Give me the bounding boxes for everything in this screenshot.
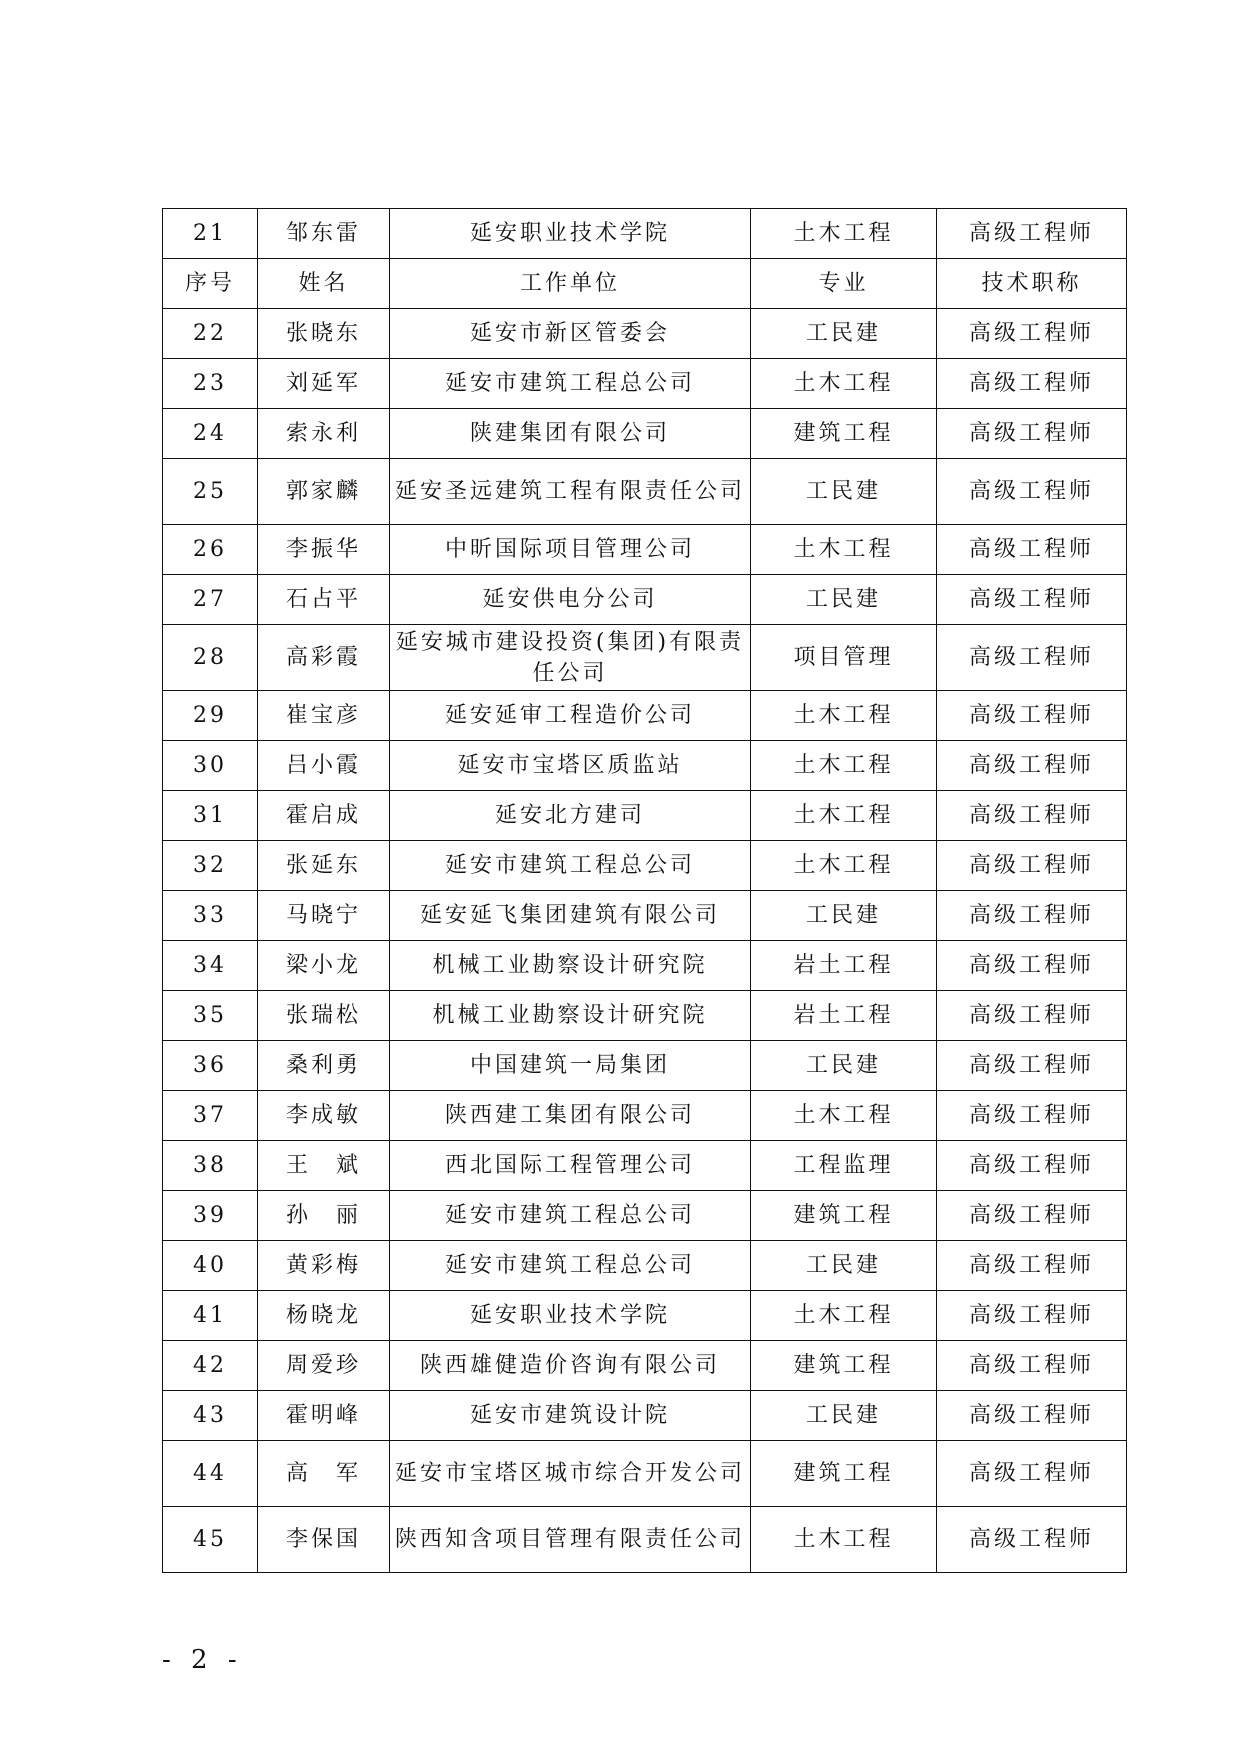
cell-no: 45	[163, 1507, 258, 1573]
cell-unit: 西北国际工程管理公司	[390, 1141, 751, 1191]
cell-name: 高 军	[258, 1441, 390, 1507]
cell-title: 高级工程师	[937, 1141, 1127, 1191]
page-number: - 2 -	[162, 1645, 243, 1675]
cell-name: 孙 丽	[258, 1191, 390, 1241]
cell-major: 工民建	[751, 1041, 937, 1091]
cell-no: 42	[163, 1341, 258, 1391]
cell-major: 土木工程	[751, 1291, 937, 1341]
engineer-roster-table	[162, 208, 1127, 1573]
cell-unit: 延安供电分公司	[390, 575, 751, 625]
cell-no: 30	[163, 741, 258, 791]
cell-unit: 陕西知含项目管理有限责任公司	[390, 1507, 751, 1573]
cell-title: 高级工程师	[937, 409, 1127, 459]
cell-name: 崔宝彦	[258, 691, 390, 741]
table-row	[163, 691, 1127, 741]
cell-no: 24	[163, 409, 258, 459]
table-row	[163, 359, 1127, 409]
cell-major: 建筑工程	[751, 1341, 937, 1391]
cell-major: 建筑工程	[751, 1191, 937, 1241]
cell-unit: 延安市宝塔区质监站	[390, 741, 751, 791]
cell-title: 高级工程师	[937, 691, 1127, 741]
cell-unit: 中昕国际项目管理公司	[390, 525, 751, 575]
table-row	[163, 1141, 1127, 1191]
cell-major: 建筑工程	[751, 1441, 937, 1507]
cell-name: 邹东雷	[258, 209, 390, 259]
cell-title: 高级工程师	[937, 359, 1127, 409]
cell-name: 石占平	[258, 575, 390, 625]
cell-title: 高级工程师	[937, 1441, 1127, 1507]
cell-title: 高级工程师	[937, 575, 1127, 625]
cell-name: 桑利勇	[258, 1041, 390, 1091]
cell-no: 38	[163, 1141, 258, 1191]
cell-name: 李保国	[258, 1507, 390, 1573]
cell-no: 33	[163, 891, 258, 941]
cell-no: 27	[163, 575, 258, 625]
header-row	[163, 259, 1127, 309]
cell-unit: 延安圣远建筑工程有限责任公司	[390, 459, 751, 525]
cell-no: 23	[163, 359, 258, 409]
cell-title: 高级工程师	[937, 1191, 1127, 1241]
cell-title: 高级工程师	[937, 891, 1127, 941]
cell-major: 工民建	[751, 309, 937, 359]
cell-title: 高级工程师	[937, 1091, 1127, 1141]
cell-name: 王 斌	[258, 1141, 390, 1191]
cell-title: 高级工程师	[937, 841, 1127, 891]
cell-name: 张瑞松	[258, 991, 390, 1041]
cell-unit: 延安市宝塔区城市综合开发公司	[390, 1441, 751, 1507]
header-unit: 工作单位	[390, 259, 751, 309]
table-row	[163, 459, 1127, 525]
cell-unit: 机械工业勘察设计研究院	[390, 991, 751, 1041]
cell-no: 26	[163, 525, 258, 575]
cell-name: 梁小龙	[258, 941, 390, 991]
roster-body	[163, 209, 1127, 1573]
cell-major: 土木工程	[751, 741, 937, 791]
cell-major: 工民建	[751, 1241, 937, 1291]
cell-major: 工民建	[751, 891, 937, 941]
cell-major: 工民建	[751, 575, 937, 625]
table-row	[163, 1041, 1127, 1091]
cell-major: 工民建	[751, 1391, 937, 1441]
cell-name: 黄彩梅	[258, 1241, 390, 1291]
table-row	[163, 209, 1127, 259]
cell-major: 土木工程	[751, 1091, 937, 1141]
cell-major: 土木工程	[751, 791, 937, 841]
table-row	[163, 1241, 1127, 1291]
cell-name: 郭家麟	[258, 459, 390, 525]
cell-unit: 陕西雄健造价咨询有限公司	[390, 1341, 751, 1391]
cell-title: 高级工程师	[937, 1291, 1127, 1341]
cell-unit: 延安城市建设投资(集团)有限责任公司	[390, 625, 751, 691]
cell-title: 高级工程师	[937, 1041, 1127, 1091]
cell-title: 高级工程师	[937, 791, 1127, 841]
cell-no: 28	[163, 625, 258, 691]
header-major: 专业	[751, 259, 937, 309]
cell-no: 31	[163, 791, 258, 841]
cell-name: 高彩霞	[258, 625, 390, 691]
cell-unit: 延安北方建司	[390, 791, 751, 841]
cell-unit: 延安市建筑工程总公司	[390, 841, 751, 891]
cell-unit: 延安职业技术学院	[390, 209, 751, 259]
cell-name: 李成敏	[258, 1091, 390, 1141]
cell-no: 40	[163, 1241, 258, 1291]
cell-title: 高级工程师	[937, 1507, 1127, 1573]
cell-unit: 延安市新区管委会	[390, 309, 751, 359]
cell-no: 43	[163, 1391, 258, 1441]
cell-unit: 陕西建工集团有限公司	[390, 1091, 751, 1141]
header-name: 姓名	[258, 259, 390, 309]
cell-no: 21	[163, 209, 258, 259]
cell-no: 37	[163, 1091, 258, 1141]
cell-title: 高级工程师	[937, 459, 1127, 525]
cell-no: 29	[163, 691, 258, 741]
cell-name: 马晓宁	[258, 891, 390, 941]
cell-major: 岩土工程	[751, 991, 937, 1041]
cell-unit: 机械工业勘察设计研究院	[390, 941, 751, 991]
cell-major: 岩土工程	[751, 941, 937, 991]
table-row	[163, 525, 1127, 575]
cell-no: 34	[163, 941, 258, 991]
cell-no: 41	[163, 1291, 258, 1341]
cell-name: 李振华	[258, 525, 390, 575]
cell-title: 高级工程师	[937, 525, 1127, 575]
cell-name: 张晓东	[258, 309, 390, 359]
cell-major: 土木工程	[751, 209, 937, 259]
table-row	[163, 791, 1127, 841]
cell-major: 工程监理	[751, 1141, 937, 1191]
table-row	[163, 1507, 1127, 1573]
cell-title: 高级工程师	[937, 209, 1127, 259]
table-row	[163, 941, 1127, 991]
cell-title: 高级工程师	[937, 941, 1127, 991]
cell-major: 土木工程	[751, 691, 937, 741]
header-no: 序号	[163, 259, 258, 309]
cell-title: 高级工程师	[937, 1391, 1127, 1441]
cell-no: 44	[163, 1441, 258, 1507]
cell-major: 建筑工程	[751, 409, 937, 459]
cell-title: 高级工程师	[937, 625, 1127, 691]
cell-no: 25	[163, 459, 258, 525]
cell-unit: 延安市建筑设计院	[390, 1391, 751, 1441]
cell-unit: 延安市建筑工程总公司	[390, 1191, 751, 1241]
cell-no: 39	[163, 1191, 258, 1241]
cell-no: 36	[163, 1041, 258, 1091]
cell-unit: 延安职业技术学院	[390, 1291, 751, 1341]
table-row	[163, 1391, 1127, 1441]
cell-major: 土木工程	[751, 841, 937, 891]
table-row	[163, 1291, 1127, 1341]
cell-title: 高级工程师	[937, 309, 1127, 359]
table-row	[163, 841, 1127, 891]
cell-major: 土木工程	[751, 359, 937, 409]
table-row	[163, 625, 1127, 691]
table-row	[163, 741, 1127, 791]
table-row	[163, 309, 1127, 359]
table-row	[163, 1091, 1127, 1141]
cell-no: 22	[163, 309, 258, 359]
table-row	[163, 991, 1127, 1041]
table-row	[163, 891, 1127, 941]
cell-name: 刘延军	[258, 359, 390, 409]
cell-unit: 延安延审工程造价公司	[390, 691, 751, 741]
cell-major: 土木工程	[751, 1507, 937, 1573]
cell-name: 霍明峰	[258, 1391, 390, 1441]
cell-name: 霍启成	[258, 791, 390, 841]
cell-title: 高级工程师	[937, 1341, 1127, 1391]
cell-unit: 延安市建筑工程总公司	[390, 1241, 751, 1291]
table-row	[163, 575, 1127, 625]
cell-unit: 延安延飞集团建筑有限公司	[390, 891, 751, 941]
cell-unit: 中国建筑一局集团	[390, 1041, 751, 1091]
cell-title: 高级工程师	[937, 1241, 1127, 1291]
cell-title: 高级工程师	[937, 741, 1127, 791]
cell-name: 索永利	[258, 409, 390, 459]
table-row	[163, 409, 1127, 459]
cell-title: 高级工程师	[937, 991, 1127, 1041]
table-row	[163, 1441, 1127, 1507]
cell-major: 土木工程	[751, 525, 937, 575]
cell-unit: 陕建集团有限公司	[390, 409, 751, 459]
cell-no: 32	[163, 841, 258, 891]
table-row	[163, 1341, 1127, 1391]
cell-name: 杨晓龙	[258, 1291, 390, 1341]
cell-unit: 延安市建筑工程总公司	[390, 359, 751, 409]
header-title: 技术职称	[937, 259, 1127, 309]
cell-name: 张延东	[258, 841, 390, 891]
cell-name: 吕小霞	[258, 741, 390, 791]
cell-name: 周爱珍	[258, 1341, 390, 1391]
cell-no: 35	[163, 991, 258, 1041]
cell-major: 项目管理	[751, 625, 937, 691]
table-row	[163, 1191, 1127, 1241]
cell-major: 工民建	[751, 459, 937, 525]
